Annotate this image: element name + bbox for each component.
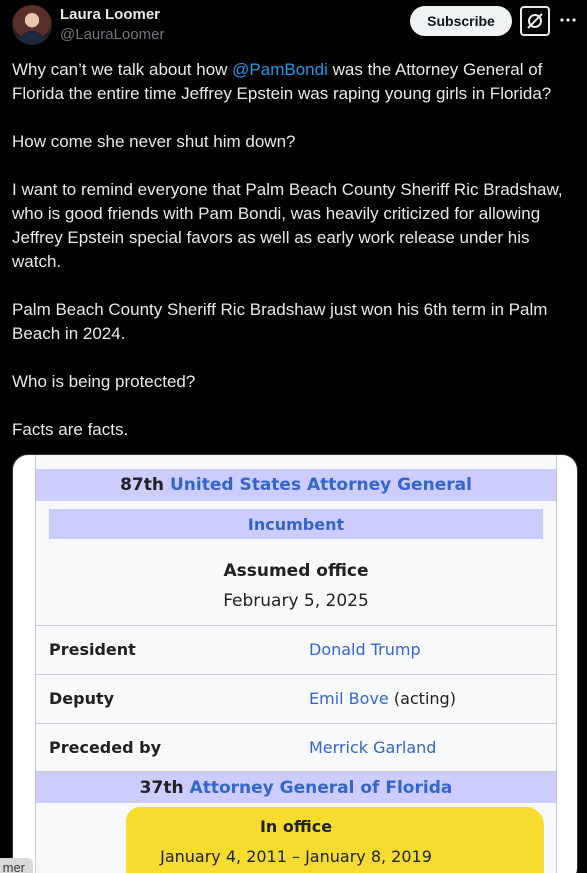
assumed-office-date: February 5, 2025 <box>223 591 369 611</box>
in-office-dates: January 4, 2011 – January 8, 2019 <box>160 847 432 866</box>
avatar[interactable] <box>12 5 52 45</box>
row-key: President <box>49 640 136 659</box>
row-value: Merrick Garland <box>309 738 437 757</box>
mention-link[interactable]: @PamBondi <box>232 60 328 79</box>
row-value: Donald Trump <box>309 640 421 659</box>
fl-link: Attorney General of Florida <box>189 777 453 798</box>
post-paragraph-2: How come she never shut him down? <box>12 132 296 151</box>
infobox-row-preceded-by <box>36 723 556 771</box>
post-paragraph-6: Facts are facts. <box>12 420 129 439</box>
author-handle[interactable]: @LauraLoomer <box>60 26 165 43</box>
more-icon[interactable] <box>558 9 578 31</box>
author-name[interactable]: Laura Loomer <box>60 6 161 23</box>
post-paragraph-3: I want to remind everyone that Palm Beach County Sheriff Ric Bradshaw, who is good friends with Pam Bondi, was heavily criticized for allowing Jeffrey Epstein special favors as well as early work release under his watch. <box>12 180 568 271</box>
grok-icon[interactable] <box>520 6 550 36</box>
fl-ordinal: 37th <box>139 777 184 798</box>
row-value <box>309 689 456 708</box>
row-value-suffix: (acting) <box>388 689 456 708</box>
post-text-line1-after: was the Attorney General of Florida the entire time Jeffrey Epstein was raping young girls in Florida? <box>12 60 552 103</box>
overlay-tag: mer <box>0 858 33 873</box>
post-text-line1-before: Why can’t we talk about how <box>12 60 233 79</box>
post-paragraph-5: Who is being protected? <box>12 372 196 391</box>
infobox-florida-title <box>36 771 556 803</box>
post-media-image[interactable] <box>12 454 578 873</box>
assumed-office-label: Assumed office <box>223 561 369 581</box>
row-key: Deputy <box>49 689 115 708</box>
post-paragraph-4: Palm Beach County Sheriff Ric Bradshaw just won his 6th term in Palm Beach in 2024. <box>12 300 553 343</box>
subscribe-button[interactable]: Subscribe <box>410 6 512 36</box>
post-text <box>12 58 580 442</box>
infobox-row-president <box>36 625 556 673</box>
post-header <box>12 5 578 45</box>
in-office-label: In office <box>259 817 333 836</box>
title-ordinal: 87th <box>120 475 164 495</box>
infobox-row-deputy <box>36 674 556 722</box>
row-key: Preceded by <box>49 738 162 757</box>
row-value-link: Emil Bove <box>309 689 389 708</box>
wikipedia-infobox <box>35 455 557 873</box>
title-link: United States Attorney General <box>169 475 472 495</box>
incumbent-label: Incumbent <box>49 509 543 539</box>
infobox-title <box>36 469 556 501</box>
